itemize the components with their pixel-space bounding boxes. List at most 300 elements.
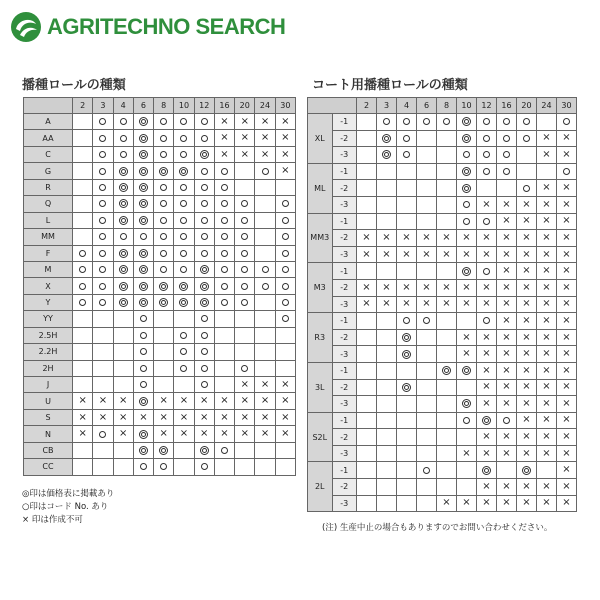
table-cell [477, 163, 497, 180]
row-label: A [24, 114, 73, 130]
table-cell [437, 213, 457, 230]
coated-seed-roll-table [307, 97, 577, 512]
double-circle-mark-icon [402, 383, 411, 392]
circle-mark-icon [443, 118, 450, 125]
table-cell [557, 130, 577, 147]
circle-mark-icon [180, 151, 187, 158]
table-cell [557, 114, 577, 131]
circle-mark-icon [201, 200, 208, 207]
table-cell [73, 377, 93, 393]
table-cell [133, 261, 153, 277]
table-cell [457, 479, 477, 496]
cross-mark-icon: × [502, 431, 511, 443]
table-cell [377, 213, 397, 230]
column-header: 8 [154, 98, 174, 114]
double-circle-mark-icon [482, 416, 491, 425]
circle-mark-icon [503, 417, 510, 424]
circle-mark-icon [140, 315, 147, 322]
table-row [308, 396, 577, 413]
cross-mark-icon: × [220, 148, 229, 160]
table-cell [174, 179, 194, 195]
table-cell [497, 130, 517, 147]
circle-mark-icon [221, 250, 228, 257]
table-cell [397, 130, 417, 147]
table-cell [377, 163, 397, 180]
circle-mark-icon [180, 233, 187, 240]
legend-item-cross: × 印は作成不可 [22, 515, 83, 525]
table-cell [477, 196, 497, 213]
cross-mark-icon: × [139, 411, 148, 423]
sub-label: -3 [332, 196, 357, 213]
sub-label: -2 [332, 279, 357, 296]
table-cell [174, 426, 194, 442]
table-cell [194, 344, 214, 360]
table-cell [255, 327, 275, 343]
cross-mark-icon: × [281, 395, 290, 407]
cross-mark-icon: × [281, 378, 290, 390]
column-header: 2 [73, 98, 93, 114]
circle-mark-icon [99, 184, 106, 191]
table-cell [437, 147, 457, 164]
circle-mark-icon [201, 233, 208, 240]
cross-mark-icon: × [482, 248, 491, 260]
double-circle-mark-icon [159, 282, 168, 291]
table-cell [113, 229, 133, 245]
table-cell [497, 163, 517, 180]
circle-mark-icon [503, 135, 510, 142]
table-cell [93, 196, 113, 212]
table-cell [377, 329, 397, 346]
table-cell [174, 261, 194, 277]
table-cell [557, 412, 577, 429]
table-cell [154, 360, 174, 376]
table-row [24, 261, 296, 277]
row-label: F [24, 245, 73, 261]
double-circle-mark-icon [442, 366, 451, 375]
table-cell [275, 294, 295, 310]
table-row [24, 245, 296, 261]
table-cell [93, 229, 113, 245]
table-cell [537, 246, 557, 263]
table-cell [377, 180, 397, 197]
cross-mark-icon: × [260, 132, 270, 144]
circle-mark-icon [79, 283, 86, 290]
cross-mark-icon: × [522, 314, 531, 326]
table-cell [537, 163, 557, 180]
circle-mark-icon [180, 135, 187, 142]
table-cell [377, 114, 397, 131]
table-cell [357, 346, 377, 363]
table-cell [357, 362, 377, 379]
circle-mark-icon [221, 217, 228, 224]
table-cell [174, 130, 194, 146]
table-cell [73, 360, 93, 376]
table-cell [417, 296, 437, 313]
table-cell [537, 346, 557, 363]
cross-mark-icon: × [562, 314, 571, 326]
table-cell [113, 163, 133, 179]
table-cell [133, 311, 153, 327]
table-cell [377, 263, 397, 280]
cross-mark-icon: × [240, 411, 249, 423]
table-cell [457, 213, 477, 230]
cross-mark-icon: × [562, 182, 571, 194]
table-cell [377, 279, 397, 296]
circle-mark-icon [160, 184, 167, 191]
table-cell [113, 196, 133, 212]
circle-mark-icon [140, 348, 147, 355]
double-circle-mark-icon [139, 167, 148, 176]
group-label: XL [308, 114, 333, 164]
table-cell [477, 462, 497, 479]
table-cell [154, 311, 174, 327]
circle-mark-icon [79, 266, 86, 273]
column-header: 3 [93, 98, 113, 114]
cross-mark-icon: × [502, 265, 511, 277]
double-circle-mark-icon [462, 167, 471, 176]
sub-label: -3 [332, 445, 357, 462]
sub-label: -3 [332, 296, 357, 313]
table-cell [73, 179, 93, 195]
table-cell [557, 180, 577, 197]
circle-mark-icon [503, 151, 510, 158]
sub-label: -1 [332, 114, 357, 131]
table-cell [357, 263, 377, 280]
table-cell [255, 311, 275, 327]
cross-mark-icon: × [442, 298, 451, 310]
cross-mark-icon: × [522, 198, 531, 210]
sub-label: -2 [332, 329, 357, 346]
circle-mark-icon [523, 118, 530, 125]
table-cell [437, 180, 457, 197]
table-cell [133, 278, 153, 294]
table-cell [417, 429, 437, 446]
table-cell [235, 409, 255, 425]
cross-mark-icon: × [462, 497, 471, 509]
table-cell [357, 313, 377, 330]
cross-mark-icon: × [118, 395, 128, 407]
table-cell [397, 180, 417, 197]
table-cell [517, 296, 537, 313]
cross-mark-icon: × [382, 281, 391, 293]
row-label: L [24, 212, 73, 228]
circle-mark-icon [99, 217, 106, 224]
table-cell [93, 294, 113, 310]
double-circle-mark-icon [119, 282, 128, 291]
table-cell [377, 379, 397, 396]
table-cell [73, 130, 93, 146]
cross-mark-icon: × [200, 395, 209, 407]
table-cell [397, 462, 417, 479]
table-cell [214, 163, 234, 179]
table-cell [557, 296, 577, 313]
table-cell [357, 230, 377, 247]
table-row [308, 329, 577, 346]
table-cell [235, 163, 255, 179]
circle-mark-icon [403, 135, 410, 142]
table-cell [497, 279, 517, 296]
table-cell [113, 311, 133, 327]
cross-mark-icon: × [562, 248, 571, 260]
row-label: CB [24, 442, 73, 458]
sub-label: -2 [332, 479, 357, 496]
table-cell [417, 130, 437, 147]
table-cell [377, 445, 397, 462]
circle-mark-icon [180, 348, 187, 355]
table-cell [73, 212, 93, 228]
brand-name: AGRITECHNO SEARCH [47, 14, 286, 39]
table-cell [93, 377, 113, 393]
table-cell [457, 462, 477, 479]
table-cell [194, 196, 214, 212]
circle-mark-icon [241, 233, 248, 240]
table-cell [477, 379, 497, 396]
table-cell [275, 245, 295, 261]
double-circle-mark-icon [139, 117, 148, 126]
table-cell [255, 114, 275, 130]
double-circle-mark-icon [139, 249, 148, 258]
table-cell [417, 495, 437, 512]
sub-label: -1 [332, 163, 357, 180]
table-cell [154, 327, 174, 343]
table-cell [113, 114, 133, 130]
brand-logo [10, 10, 285, 44]
cross-mark-icon: × [542, 314, 551, 326]
table-cell [437, 346, 457, 363]
table-cell [377, 313, 397, 330]
table-cell [255, 261, 275, 277]
table-cell [194, 245, 214, 261]
double-circle-mark-icon [139, 446, 148, 455]
column-header: 10 [457, 98, 477, 114]
sub-label: -3 [332, 147, 357, 164]
double-circle-mark-icon [382, 150, 391, 159]
table-cell [477, 279, 497, 296]
double-circle-mark-icon [119, 298, 128, 307]
circle-mark-icon [241, 200, 248, 207]
table-cell [214, 426, 234, 442]
circle-mark-icon [483, 135, 490, 142]
table-cell [194, 426, 214, 442]
table-cell [377, 346, 397, 363]
cross-mark-icon: × [159, 411, 168, 423]
table-cell [275, 114, 295, 130]
table-cell [235, 344, 255, 360]
table-cell [275, 327, 295, 343]
circle-mark-icon [463, 201, 470, 208]
cross-mark-icon: × [240, 428, 249, 440]
table-cell [537, 445, 557, 462]
table-cell [235, 377, 255, 393]
column-header: 24 [255, 98, 275, 114]
table-cell [517, 313, 537, 330]
circle-mark-icon [483, 317, 490, 324]
cross-mark-icon: × [260, 411, 270, 423]
table-cell [357, 213, 377, 230]
circle-mark-icon [282, 200, 289, 207]
table-cell [275, 311, 295, 327]
table-cell [357, 279, 377, 296]
sub-label: -2 [332, 180, 357, 197]
cross-mark-icon: × [522, 397, 531, 409]
table-cell [437, 495, 457, 512]
table-cell [497, 114, 517, 131]
table-cell [275, 196, 295, 212]
circle-mark-icon [99, 118, 106, 125]
table-cell [194, 278, 214, 294]
circle-mark-icon [483, 151, 490, 158]
table-cell [93, 442, 113, 458]
table-cell [154, 278, 174, 294]
table-cell [477, 329, 497, 346]
cross-mark-icon: × [402, 248, 411, 260]
table-cell [113, 393, 133, 409]
table-cell [214, 393, 234, 409]
table-cell [557, 246, 577, 263]
table-cell [557, 445, 577, 462]
cross-mark-icon: × [220, 428, 229, 440]
circle-mark-icon [483, 268, 490, 275]
table-cell [397, 196, 417, 213]
cross-mark-icon: × [562, 132, 571, 144]
table-cell [275, 179, 295, 195]
table-cell [275, 163, 295, 179]
cross-mark-icon: × [562, 414, 571, 426]
table-row [308, 246, 577, 263]
cross-mark-icon: × [542, 281, 551, 293]
cross-mark-icon: × [240, 378, 249, 390]
table-cell [397, 163, 417, 180]
circle-mark-icon [282, 283, 289, 290]
cross-mark-icon: × [179, 395, 189, 407]
circle-mark-icon [563, 118, 570, 125]
cross-mark-icon: × [542, 148, 551, 160]
cross-mark-icon: × [542, 132, 551, 144]
table-cell [557, 329, 577, 346]
table-cell [174, 360, 194, 376]
table-cell [275, 229, 295, 245]
circle-mark-icon [99, 233, 106, 240]
circle-mark-icon [523, 185, 530, 192]
cross-mark-icon: × [502, 198, 511, 210]
circle-mark-icon [241, 217, 248, 224]
cross-mark-icon: × [482, 480, 491, 492]
cross-mark-icon: × [240, 132, 249, 144]
table-cell [194, 360, 214, 376]
double-circle-mark-icon [179, 298, 188, 307]
double-circle-mark-icon [139, 150, 148, 159]
table-cell [477, 445, 497, 462]
cross-mark-icon: × [462, 447, 471, 459]
circle-mark-icon [99, 266, 106, 273]
cross-mark-icon: × [562, 265, 571, 277]
cross-mark-icon: × [542, 397, 551, 409]
table-row [308, 429, 577, 446]
table-row [308, 346, 577, 363]
table-cell [194, 114, 214, 130]
circle-mark-icon [140, 332, 147, 339]
table-cell [214, 229, 234, 245]
cross-mark-icon: × [482, 281, 491, 293]
cross-mark-icon: × [562, 331, 571, 343]
circle-mark-icon [201, 184, 208, 191]
table-cell [537, 147, 557, 164]
group-label: S2L [308, 412, 333, 462]
table-cell [194, 459, 214, 475]
double-circle-mark-icon [179, 167, 188, 176]
table-cell [397, 147, 417, 164]
cross-mark-icon: × [502, 248, 511, 260]
cross-mark-icon: × [118, 411, 128, 423]
cross-mark-icon: × [502, 381, 511, 393]
table-cell [417, 412, 437, 429]
circle-mark-icon [201, 135, 208, 142]
table-cell [235, 294, 255, 310]
double-circle-mark-icon [402, 333, 411, 342]
table-cell [214, 442, 234, 458]
cross-mark-icon: × [522, 447, 531, 459]
cross-mark-icon: × [562, 148, 571, 160]
table-cell [537, 213, 557, 230]
circle-mark-icon [503, 168, 510, 175]
table-cell [93, 163, 113, 179]
cross-mark-icon: × [482, 198, 491, 210]
circle-mark-icon [180, 332, 187, 339]
row-label: Q [24, 196, 73, 212]
table-cell [457, 263, 477, 280]
table-cell [397, 495, 417, 512]
circle-mark-icon [140, 381, 147, 388]
group-label: MM3 [308, 213, 333, 263]
table-row [308, 263, 577, 280]
circle-mark-icon [241, 365, 248, 372]
cross-mark-icon: × [542, 265, 551, 277]
table-row [24, 426, 296, 442]
cross-mark-icon: × [220, 411, 229, 423]
row-label: YY [24, 311, 73, 327]
table-cell [133, 146, 153, 162]
cross-mark-icon: × [542, 447, 551, 459]
table-cell [397, 379, 417, 396]
table-cell [174, 245, 194, 261]
cross-mark-icon: × [522, 215, 531, 227]
table-cell [113, 278, 133, 294]
table-cell [457, 196, 477, 213]
table-cell [194, 409, 214, 425]
table-cell [497, 180, 517, 197]
table-cell [417, 196, 437, 213]
table-cell [235, 311, 255, 327]
table-row [308, 412, 577, 429]
table-cell [214, 377, 234, 393]
table-cell [437, 114, 457, 131]
cross-mark-icon: × [462, 348, 471, 360]
table-cell [73, 393, 93, 409]
column-header: 3 [377, 98, 397, 114]
double-circle-mark-icon [119, 265, 128, 274]
sub-label: -2 [332, 429, 357, 446]
table-cell [497, 346, 517, 363]
table-cell [417, 163, 437, 180]
table-cell [73, 344, 93, 360]
table-cell [477, 412, 497, 429]
cross-mark-icon: × [482, 497, 491, 509]
table-cell [497, 429, 517, 446]
double-circle-mark-icon [119, 167, 128, 176]
table-cell [194, 130, 214, 146]
cross-mark-icon: × [522, 298, 531, 310]
cross-mark-icon: × [502, 231, 511, 243]
